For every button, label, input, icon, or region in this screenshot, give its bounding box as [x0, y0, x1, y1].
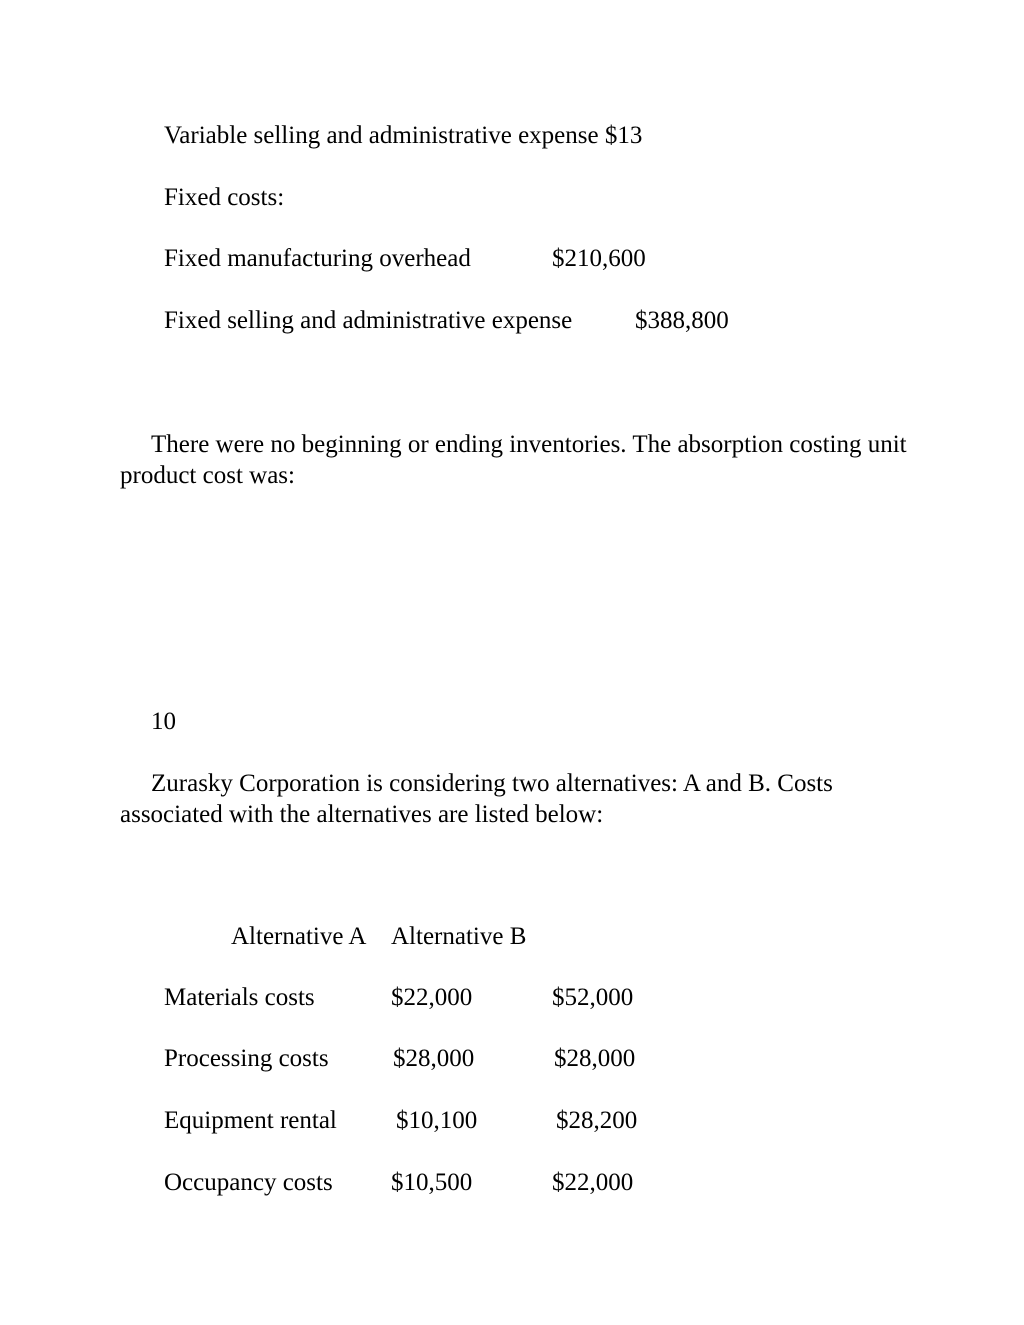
zurasky-paragraph: Zurasky Corporation is considering two alternatives: A and B. Costs associated with the alternatives are listed below: [120, 770, 833, 828]
fixed-sa-expense-value: $388,800 [635, 307, 729, 334]
row-value-a: $22,000 [391, 984, 473, 1011]
row-label: Occupancy costs [164, 1169, 333, 1196]
row-label: Materials costs [164, 984, 315, 1011]
fixed-mfg-overhead-label: Fixed manufacturing overhead [164, 245, 471, 272]
variable-sa-expense-line: Variable selling and administrative expense $13 [164, 122, 643, 149]
header-alternative-a: Alternative A [231, 923, 367, 950]
fixed-sa-expense-label: Fixed selling and administrative expense [164, 307, 573, 334]
row-value-a: $10,100 [396, 1107, 478, 1134]
row-value-b: $28,000 [554, 1045, 636, 1072]
row-value-a: $10,500 [391, 1169, 473, 1196]
row-value-b: $28,200 [556, 1107, 638, 1134]
fixed-costs-heading: Fixed costs: [164, 184, 285, 211]
fixed-mfg-overhead-value: $210,600 [552, 245, 646, 272]
row-label: Processing costs [164, 1045, 329, 1072]
row-value-b: $22,000 [552, 1169, 634, 1196]
row-label: Equipment rental [164, 1107, 337, 1134]
row-value-b: $52,000 [552, 984, 634, 1011]
inventory-paragraph: There were no beginning or ending inventories. The absorption costing unit product cost was: [120, 431, 907, 489]
header-alternative-b: Alternative B [391, 923, 527, 950]
row-value-a: $28,000 [393, 1045, 475, 1072]
question-number: 10 [151, 708, 176, 735]
